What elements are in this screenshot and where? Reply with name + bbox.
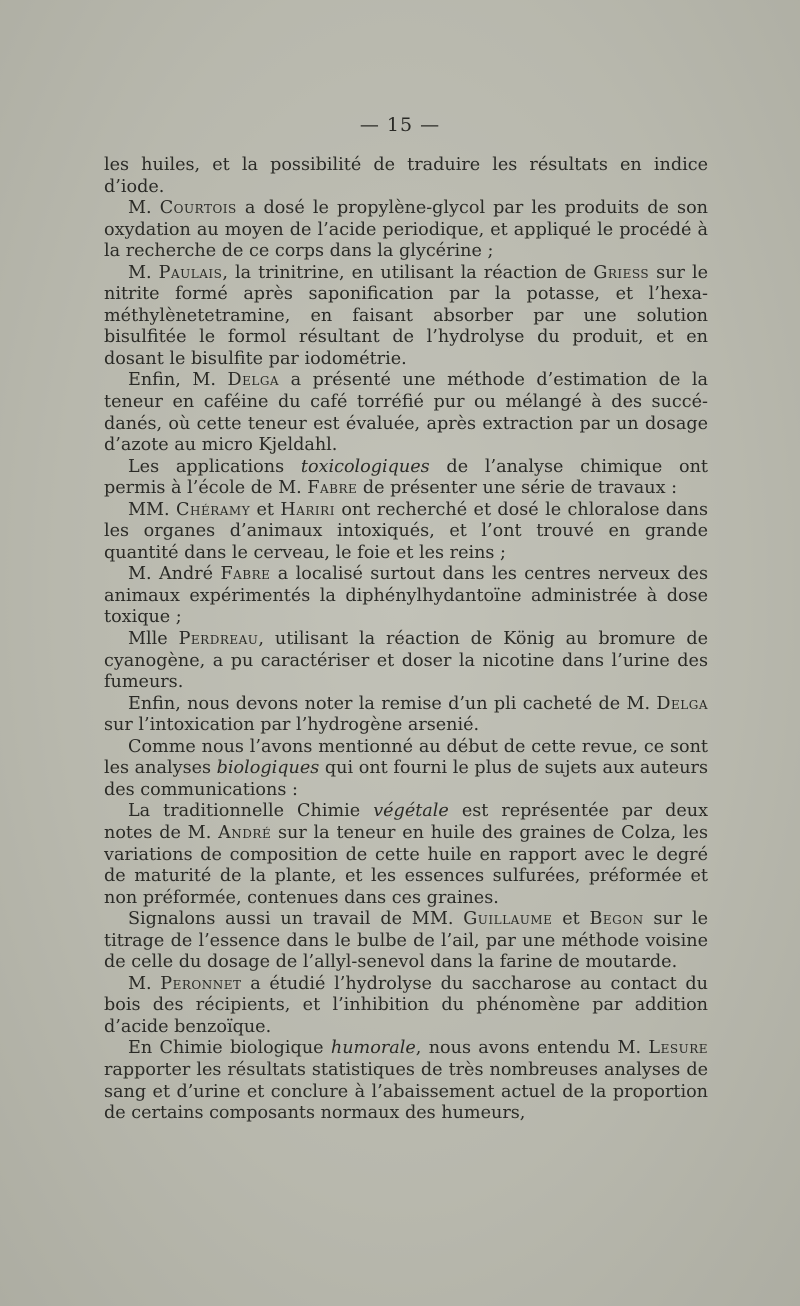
text-run: de l’analyse chimique ont permis à l’école de M.: [104, 456, 708, 499]
author-name: Guillaume: [463, 909, 553, 930]
paragraph: [104, 974, 708, 1039]
paragraph: [104, 909, 708, 974]
text-run: ont recherché et dosé le chloralose dans les organes d’animaux intoxiqués, et l’ont trouvé en grande quantité dans le cerveau, le foie et les reins ;: [104, 499, 708, 563]
text-run: , utilisant la réaction de König au bromure de cyanogène, a pu caractériser et doser la nicotine dans l’urine des fumeurs.: [104, 629, 708, 693]
paragraph: [104, 500, 708, 565]
text-run: qui ont fourni le plus de sujets aux auteurs des communications :: [104, 758, 708, 800]
author-name: Delga: [227, 370, 280, 391]
text-run: les huiles, et la possibilité de traduire les résultats en indice d’iode.: [104, 155, 708, 197]
paragraph: [104, 564, 708, 629]
paragraph: [104, 737, 708, 802]
author-name: Hariri: [280, 499, 335, 520]
text-run: de présenter une série de travaux :: [357, 478, 678, 499]
text-run: rapporter les résultats statistiques de très nombreuses analyses de sang et d’urine et conclure à l’abaissement actuel de la proportion de certains composants normaux des humeurs,: [104, 1059, 708, 1124]
text-run: sur le nitrite formé après saponification par la potasse, et l’hexaméthylènetetramine, en faisant absorber par une solution bisulfitée le formol résultant de l’hydrolyse du produit, et en dosant le bisulfite par iodométrie.: [104, 262, 709, 369]
author-name: Lesure: [648, 1038, 708, 1059]
text-run: , nous avons entendu M.: [415, 1038, 649, 1059]
paragraph: [104, 694, 708, 737]
author-name: Peronnet: [160, 973, 242, 994]
text-run: M. André: [128, 564, 221, 585]
author-name: Fabre: [307, 478, 358, 499]
text-run: En Chimie biologique: [128, 1038, 331, 1059]
text-run: est représentée par deux notes de M.: [104, 801, 708, 843]
paragraph: [104, 629, 708, 694]
text-run: , la trinitrine, en utilisant la réaction de: [222, 262, 594, 283]
author-name: André: [218, 822, 272, 843]
text-run: M.: [128, 973, 161, 994]
author-name: Begon: [589, 909, 644, 930]
author-name: Chéramy: [176, 499, 251, 520]
paragraph: [104, 263, 708, 371]
text-run: La traditionnelle Chimie: [128, 801, 374, 822]
text-run: MM.: [128, 499, 177, 520]
text-run: Mlle: [128, 629, 179, 650]
text-run: Comme nous l’avons mentionné au début de cette revue, ce sont les analyses: [104, 736, 708, 779]
paragraph: [104, 198, 708, 263]
text-run: sur la teneur en huile des graines de Colza, les variations de composition de cette huile en rapport avec le degré de maturité de la plante, et les essences sulfurées, préformée et non préformée, contenues dans ces graines.: [104, 822, 709, 908]
emphasis: humorale: [330, 1038, 416, 1059]
author-name: Paulais: [158, 262, 223, 283]
body-text: [104, 155, 708, 1125]
text-run: Signalons aussi un travail de MM.: [128, 909, 464, 930]
author-name: Griess: [593, 262, 650, 283]
text-run: Enfin, M.: [128, 370, 228, 391]
author-name: Courtois: [159, 198, 237, 219]
text-run: Les applications: [128, 456, 301, 477]
paragraph: [104, 1038, 708, 1124]
paragraph: [104, 370, 708, 456]
emphasis: biologiques: [216, 758, 320, 779]
text-run: a localisé surtout dans les centres nerveux des animaux expérimentés la diphénylhydantoïne administrée à dose toxique ;: [104, 564, 708, 628]
text-run: et: [250, 499, 281, 520]
text-run: M.: [128, 198, 160, 219]
text-run: M.: [128, 262, 159, 283]
text-run: sur l’intoxication par l’hydrogène arsenié.: [104, 715, 480, 736]
paragraph: [104, 457, 708, 500]
author-name: Delga: [656, 693, 708, 714]
author-name: Perdreau: [178, 629, 259, 650]
text-run: a dosé le propylène-glycol par les produits de son oxydation au moyen de l’acide periodique, et appliqué le procédé à la recherche de ce corps dans la glycérine ;: [104, 198, 708, 262]
paragraph: [104, 801, 708, 909]
emphasis: végétale: [373, 801, 449, 822]
text-run: et: [552, 909, 590, 930]
text-run: a présenté une méthode d’estimation de la teneur en caféine du café torréfié pur ou mélangé à des succédanés, où cette teneur est évaluée, après extraction par un dosage d’azote au micro Kjeldahl.: [104, 370, 708, 456]
page-number: — 15 —: [359, 114, 441, 136]
paragraph: [104, 155, 708, 198]
author-name: Fabre: [220, 564, 271, 585]
emphasis: toxicologiques: [300, 456, 430, 477]
text-run: Enfin, nous devons noter la remise d’un pli cacheté de M.: [128, 693, 657, 714]
text-run: a étudié l’hydrolyse du saccharose au contact du bois des récipients, et l’inhibition du phénomène par addition d’acide benzoïque.: [104, 973, 708, 1037]
text-run: sur le titrage de l’essence dans le bulbe de l’ail, par une méthode voisine de celle du dosage de l’allyl-senevol dans la farine de moutarde.: [104, 909, 709, 973]
